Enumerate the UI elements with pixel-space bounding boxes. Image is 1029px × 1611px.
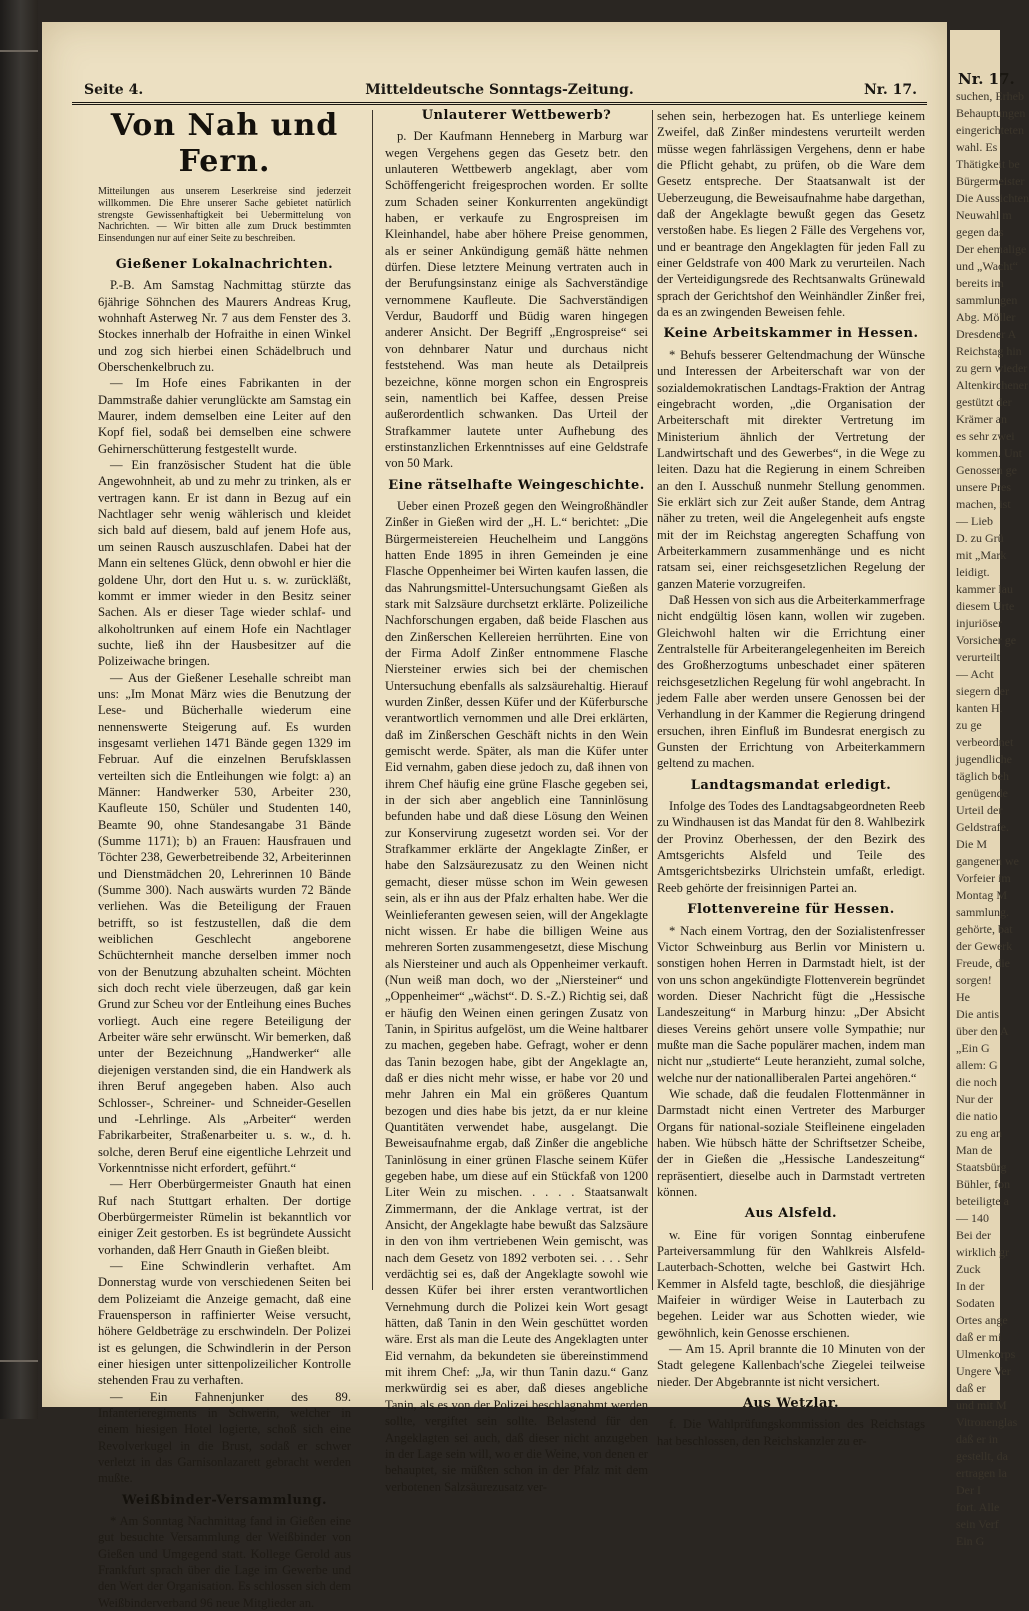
adjacent-page-fragment: die natio (956, 1109, 998, 1123)
adjacent-page-fragment: wahl. Es (956, 140, 998, 154)
adjacent-page-fragment: — Acht (956, 667, 994, 681)
adjacent-page-fragment: verurteilt (956, 650, 1000, 664)
adjacent-page-fragment: sein Verf (956, 1517, 999, 1531)
adjacent-page-fragment: gegen das (956, 225, 1004, 239)
adjacent-page-fragment: eingerichteten (956, 123, 1024, 137)
adjacent-page-fragment: Die M (956, 837, 987, 851)
adjacent-page-fragment: täglich beh (956, 769, 1009, 783)
adjacent-page-fragment: Vorfeier im (956, 871, 1011, 885)
adjacent-page-fragment: und mit M (956, 1398, 1007, 1412)
adjacent-page-fragment: Altenkirchener (956, 378, 1028, 392)
adjacent-page-fragment: Sodaten (956, 1296, 995, 1310)
adjacent-page-fragment: Vitronenglas (956, 1415, 1018, 1429)
article-paragraph: sehen sein, herbezogen hat. Es unterliege keinem Zweifel, daß Zinßer mindestens verurteilt werden müsse wegen fahrlässigen Vergehens, denn er habe die Pflicht gehabt, zu prüfen, ob die Ware dem Gesetz entspreche. Der Staatsanwalt ist der Ueberzeugung, die Beweisaufnahme habe dargethan, daß der Angeklagte bewußt gegen das Gesetz verstoßen habe. Es liegen 2 Fälle des Vergehens vor, und er beantrage den Angeklagten für jeden Fall zu einer Geldstrafe von 400 Mark zu verurteilen. Nach der Verteidigungsrede des Rechtsanwalts Grünewald sprach der Gerichtshof den Weinhändler Zinßer frei, da es an zwingenden Beweisen fehle. (657, 109, 925, 320)
adjacent-page-fragment: zu ge (956, 718, 982, 732)
article-paragraph: Daß Hessen von sich aus die Arbeiterkammerfrage nicht endgültig lösen kann, wollen wir zugeben. Gleichwohl halten wir die Errichtung einer Zentralstelle für Arbeiterangelegenheiten im Bereich des Großherzogtums unbeschadet einer späteren reichsgesetzlichen Regelung für wohl angebracht. In jedem Falle aber werden unsere Genossen bei der Verhandlung in der Kammer die Regierung dringend ersuchen, ihren Einfluß im Bundesrat energisch zu Gunsten der Errichtung von Arbeiterkammern geltend zu machen. (657, 592, 925, 771)
column-1 (98, 108, 351, 1610)
adjacent-page-fragment: jugendliche (956, 752, 1012, 766)
article-paragraph: — Herr Oberbürgermeister Gnauth hat einen Ruf nach Stuttgart erhalten. Der dortige Oberbürgermeister Rümelin ist bekanntlich vor einiger Zeit gestorben. Es ist begründete Aussicht vorhanden, daß Herr Gnauth in Gießen bleibt. (98, 1177, 351, 1257)
adjacent-page-fragment: gestützt der (956, 395, 1012, 409)
adjacent-page-fragment: „Ein G (956, 1041, 990, 1055)
adjacent-page-fragment: gangenen we (956, 854, 1019, 868)
adjacent-page-fragment: Freude, die (956, 956, 1010, 970)
adjacent-page-fragment: Die antis (956, 1007, 999, 1021)
article-paragraph: — Ein Fahnenjunker des 89. Infanterieregiments in Schwerin, welcher in einem hiesigen Hotel logierte, schoß sich eine Revolverkugel in die Brust, sodaß er schwer verletzt in das Garnisonlazarett gebracht werden mußte. (98, 1389, 351, 1486)
article-paragraph: P.-B. Am Samstag Nachmittag stürzte das 6jährige Söhnchen des Maurers Andreas Krug, wohnhaft Asterweg Nr. 7 aus dem Fenster des 3. Stockes innerhalb der Hofraithe in einen Winkel und zog sich hierbei einen Schädelbruch und Oberschenkelbruch zu. (98, 278, 351, 375)
adjacent-page-fragment: D. zu Grü (956, 531, 1004, 545)
column-3 (657, 108, 925, 1448)
adjacent-page-fragment: genügende (956, 786, 1008, 800)
article-paragraph: f. Die Wahlprüfungskommission des Reichstags hat beschlossen, den Reichskanzler zu er- (657, 1417, 925, 1448)
adjacent-page-fragment: zu eng an (956, 1126, 1002, 1140)
adjacent-page-fragment: und „Wacht“ (956, 259, 1019, 273)
heading-flottenvereine: Flottenvereine für Hessen. (687, 902, 895, 918)
adjacent-page-fragment: über den A (956, 1024, 1009, 1038)
adjacent-page-fragment: daß er (956, 1381, 986, 1395)
adjacent-page-fragment: Bürgermeister (956, 174, 1025, 188)
adjacent-page-fragment: — Lieb (956, 514, 993, 528)
adjacent-page-fragment: Ortes ange (956, 1313, 1008, 1327)
spine-band (0, 1360, 38, 1362)
adjacent-page-fragment: Der ehemalige (956, 242, 1027, 256)
adjacent-page-fragment: — 140 (956, 1211, 989, 1225)
adjacent-page-fragment: Reichstag hin (956, 344, 1022, 358)
adjacent-page-fragment: machen, ist (956, 497, 1011, 511)
heading-arbeitskammer: Keine Arbeitskammer in Hessen. (663, 326, 919, 342)
article-paragraph: — Am 15. April brannte die 10 Minuten von der Stadt gelegene Kallenbach'sche Ziegelei teilweise nieder. Der Abgebrannte ist nicht versichert. (657, 1342, 925, 1389)
adjacent-page-fragment: Der I (956, 1483, 981, 1497)
adjacent-page-fragment: siegern der (956, 684, 1009, 698)
adjacent-page-fragment: daß er in (956, 1432, 998, 1446)
article-paragraph: * Am Sonntag Nachmittag fand in Gießen eine gut besuchte Versammlung der Weißbinder von Gießen und Umgegend statt. Kollege Gerold aus Frankfurt sprach über die Lage im Gewerbe und den Wert der Organisation. Es schlossen sich dem Weißbinderverband 96 neue Mitglieder an. (98, 1514, 351, 1610)
adjacent-page-fragment: sammlungen (956, 293, 1018, 307)
adjacent-page-fragment: kanten H. (956, 701, 1003, 715)
adjacent-page-fragment: kammer lau (956, 582, 1013, 596)
adjacent-page-fragment: suchen, Erheb (956, 89, 1024, 103)
adjacent-page-fragment: gestellt, da (956, 1449, 1008, 1463)
article-paragraph: — Aus der Gießener Lesehalle schreibt man uns: „Im Monat März wies die Benutzung der Lese- und Bücherhalle wiederum eine nennenswerte Steigerung auf. Es wurden insgesamt verliehen 1471 Bände gegen 1329 im Februar. Auf die einzelnen Berufsklassen verteilten sich die Entleihungen wie folgt: a) an Männer: Handwerker 530, Arbeiter 230, Kaufleute 150, Schüler und Studenten 140, Beamte 90, ohne Standesangabe 31 Bände (Summe 1171); b) an Frauen: Hausfrauen und Töchter 238, Gewerbetreibende 32, Arbeiterinnen und Dienstmädchen 20, Lehrerinnen 10 Bände (Summe 300). Nach auswärts wurden 72 Bände verliehen. Was die Beteiligung der Frauen betrifft, so ist festzustellen, daß die dem weiblichen Geschlecht angeborene Schüchternheit manche derselben immer noch von der Benutzung abzuhalten scheint. Möchten sich doch recht viele überzeugen, daß gar kein Grund zur Scheu vor der Entleihung eines Buches vorliegt. Auch eine regere Beteiligung der Arbeiter wäre sehr erwünscht. Wir bemerken, daß unter der Bezeichnung „Handwerker“ alle diejenigen verstanden sind, die ein Handwerk als ihren Beruf angegeben haben. Also auch Schlosser-, Schreiner- und Schneider-Gesellen und -Lehrlinge. Als „Arbeiter“ werden Fabrikarbeiter, Straßenarbeiter u. s. w., d. h. solche, deren Beruf eine eigentliche Lehrzeit und Vorkenntnisse nicht erfordert, geführt.“ (98, 670, 351, 1175)
adjacent-page-fragment: Man de (956, 1143, 993, 1157)
heading-lokalnachrichten: Gießener Lokalnachrichten. (115, 256, 334, 272)
adjacent-page-fragment: Dresdener A (956, 327, 1017, 341)
page-number: Seite 4. (84, 82, 144, 98)
adjacent-page-fragment: Staatsbürg (956, 1160, 1007, 1174)
adjacent-page-fragment: Neuwahl m (956, 208, 1012, 222)
article-paragraph: * Behufs besserer Geltendmachung der Wünsche und Interessen der Arbeiterschaft war von der sozialdemokratischen Landtags-Fraktion der Antrag eingebracht worden, „die Organisation der Arbeiterschaft mit direkter Vertretung im Ministerium ähnlich der Vertretung der Landwirtschaft und des Gewerbes“, in die Wege zu leiten. Dazu hat die Regierung in einem Schreiben an den I. Ausschuß nunmehr Stellung genommen. Sie erklärt sich zur Zeit außer Stande, dem Antrag näher zu treten, weil die Angelegenheit aufs engste mit der im Reichstag angeregten Schaffung von Arbeiterkammern zusammenhänge und es nicht ratsam sei, einer reichsgesetzlichen Regelung der ganzen Materie vorzugreifen. (657, 347, 925, 591)
adjacent-page-fragment: Zuck (956, 1262, 981, 1276)
adjacent-page-fragment: He (956, 990, 970, 1004)
adjacent-page-fragments (950, 88, 1029, 1550)
adjacent-page-fragment: Abg. Möller (956, 310, 1016, 324)
adjacent-page-edge (950, 30, 1029, 1548)
adjacent-page-fragment: kommen. Unt (956, 446, 1022, 460)
adjacent-page-fragment: Behauptungen (956, 106, 1026, 120)
adjacent-page-fragment: Die Aussichten (956, 191, 1029, 205)
heading-aus-wetzlar: Aus Wetzlar. (742, 1396, 840, 1412)
column-2 (385, 108, 648, 1494)
adjacent-page-header: Nr. 17. (958, 70, 1015, 88)
newspaper-title: Mitteldeutsche Sonntags-Zeitung. (365, 82, 634, 98)
adjacent-page-fragment: Montag M (956, 888, 1007, 902)
adjacent-page-fragment: daß er mi (956, 1330, 1002, 1344)
adjacent-page-fragment: Bei der (956, 1228, 991, 1242)
adjacent-page-fragment: diesem Urte (956, 599, 1015, 613)
adjacent-page-fragment: die noch (956, 1075, 997, 1089)
adjacent-page-fragment: Nur der (956, 1092, 993, 1106)
adjacent-page-fragment: bereits im (956, 276, 1004, 290)
article-paragraph: Wie schade, daß die feudalen Flottenmänner in Darmstadt nicht einen Vertreter des Marburger Organs für national-soziale Steifleinene eingeladen haben. Wie hübsch hätte der Schriftsetzer Scheibe, der in Gießen die „Hessische Landeszeitung“ repräsentiert, dieselbe auch in Darmstadt vertreten können. (657, 1086, 925, 1199)
adjacent-page-fragment: In der (956, 1279, 985, 1293)
heading-weissbinder: Weißbinder-Versammlung. (122, 1492, 327, 1508)
section-title-von-nah-und-fern: Von Nah und Fern. (110, 108, 339, 179)
heading-weingeschichte: Eine rätselhafte Weingeschichte. (388, 477, 645, 493)
article-paragraph: — Eine Schwindlerin verhaftet. Am Donnerstag wurde von verschiedenen Seiten bei dem Polizeiamt die Anzeige gemacht, daß eine Frauensperson in raffinierter Weise versucht, höhere Geldbeträge zu erschwindeln. Der Polizei ist es gelungen, die Schwindlerin in der Person einer hiesigen unter sittenpolizeilicher Kontrolle stehenden Frau zu verhaften. (98, 1258, 351, 1388)
book-spine (0, 0, 38, 1419)
article-paragraph: * Nach einem Vortrag, den der Sozialistenfresser Victor Schweinburg aus Berlin vor Ministern u. sonstigen hohen Herren in Darmstadt hielt, ist der von uns schon angekündigte Flottenverein begründet worden. Dieser Nachricht fügt die „Hessische Landeszeitung“ in Marburg hinzu: „Der Absicht dieses Vereins gehört unsere volle Sympathie; nur mußte man die Sache populärer machen, indem man nicht nur „studierte“ Leute heranzieht, zumal solche, welche nur der nationalliberalen Partei angehören.“ (657, 923, 925, 1085)
article-paragraph: w. Eine für vorigen Sonntag einberufene Parteiversammlung für den Wahlkreis Alsfeld-Lauterbach-Schotten, welche bei Gastwirt Hch. Kemmer in Alsfeld tagte, beschloß, die diesjährige Maifeier in würdiger Weise in Lauterbach zu begehen. Leider war aus Schotten wieder, wie gewöhnlich, kein Genosse erschienen. (657, 1227, 925, 1340)
adjacent-page-fragment: wirklich gr (956, 1245, 1009, 1259)
adjacent-page-fragment: es sehr zwei (956, 429, 1015, 443)
adjacent-page-fragment: Thätigkeit be (956, 157, 1020, 171)
adjacent-page-fragment: beteiligte a (956, 1194, 1009, 1208)
page-header (72, 80, 927, 105)
adjacent-page-fragment: sammlung. (956, 905, 1009, 919)
adjacent-page-fragment: Geldstrafe. (956, 820, 1009, 834)
column-rule (372, 110, 373, 1290)
adjacent-page-fragment: zu gern wieder (956, 361, 1028, 375)
article-paragraph: p. Der Kaufmann Henneberg in Marburg war wegen Vergehens gegen das Gesetz betr. den unlauteren Wettbewerb angeklagt, aber vom Schöffengericht freigesprochen worden. Er sollte zum Schaden seiner Konkurrenten angekündigt haben, er verkaufe zu Engrospreisen im Kleinhandel, habe aber höhere Preise genommen, als er seiner Ankündigung gemäß hätte nehmen dürfen. Diese letztere Meinung vertraten auch in der Berufungsinstanz einige als Sachverständige vernommene Kaufleute. Die Sachverständigen Verdur, Baudorff und Büdig waren hingegen anderer Ansicht. Der Begriff „Engrospreise“ sei von dehnbarer Natur und durchaus nicht feststehend. Was man heute als Detailpreis bezeichne, könne morgen schon ein Engrospreis sein, namentlich bei Kaffee, dessen Preise außerordentlich schwanken. Das Urteil der Strafkammer lautete unter Aufhebung des erstinstanzlichen Erkenntnisses auf eine Geldstrafe von 50 Mark. (385, 129, 648, 471)
article-paragraph: Ueber einen Prozeß gegen den Weingroßhändler Zinßer in Gießen wird der „H. L.“ berichtet: „Die Bürgermeistereien Heuchelheim und Langgöns hatten Ende 1895 in ihren Gemeinden je eine Flasche Oppenheimer bei Wirten kaufen lassen, die das Nahrungsmittel-Untersuchungsamt Gießen als stark mit Salzsäure durchsetzt erklärte. Polizeiliche Nachforschungen ergaben, daß beide Flaschen aus den Zinßerschen Kellereien herrührten. Eine von der Firma Adolf Zinßer entnommene Flasche Niersteiner erwies sich bei der chemischen Untersuchung ebenfalls als salzsäurehaltig. Hierauf wurden Zinßer, dessen Küfer und der Küferbursche verantwortlich vernommen und alle Drei erklärten, daß im Zinßerschen Geschäft nichts in den Wein gemischt werde. Später, als man die Küfer unter Eid vernahm, gaben diese jedoch zu, daß ihnen von ihrem Chef häufig eine grüne Flasche gegeben sei, in der sich aber angeblich eine Tanninlösung befunden habe und daß diese Lösung den Weinen zur Konservirung zugesetzt worden sei. Vor der Strafkammer erklärte der Angeklagte Zinßer, er habe den Salzsäurezusatz zu den Weinen nicht gemacht, dieser müsse schon im Wein gewesen sein, als er ihn aus der Pfalz erhalten habe. Wer die Weinlieferanten gewesen seien, will der Angeklagte nicht wissen. Er habe die billigen Weine aus mehreren Sorten zusammengesetzt, diese Mischung als Niersteiner und auch als Oppenheimer verkauft. (Nun weiß man doch, wo der „Niersteiner“ und „Oppenheimer“ „wächst“. D. S.-Z.) Richtig sei, daß er häufig den Weinen einen geringen Zusatz von Tanin, in Spiritus aufgelöst, um die Weine haltbarer zu machen, gegeben habe. Gefragt, woher er denn das Tanin bezogen habe, gibt der Angeklagte an, daß er dies nicht mehr wisse, er habe vor 20 und mehr Jahren ein Mal ein größeres Quantum bezogen und dies habe bis jetzt, da er nur kleine Quantitäten verwendet habe, ausgelangt. Die Beweisaufnahme ergab, daß Zinßer die angebliche Taninlösung in einer grünen Flasche seinem Küfer gegeben habe, um diese auf ein Stückfaß von 1200 Liter Wein zu mischen. . . . . Staatsanwalt Zimmermann, der die Anklage vertrat, ist der Ansicht, der Angeklagte habe bewußt das Salzsäure in den von ihm vertriebenen Wein gemischt, was nach dem Gesetz von 1892 verboten sei. . . . Sehr verdächtig sei es, daß der Angeklagte sowohl wie dessen Küfer bei ihrer ersten verantwortlichen Vernehmung durch die Polizei kein Wort gesagt hätten, daß Tanin in den Wein geschüttet worden wäre. Erst als man die Leute des Angeklagten unter Eid vernahm, da bekundeten sie übereinstimmend mit ihrem Chef: „Ja, wir thun Tanin dazu.“ Ganz merkwürdig sei es aber, daß dieses angebliche Tanin, als es von der Polizei beschlagnahmt werden sollte, vergiftet sein sollte. Belastend für den Angeklagten sei auch, daß dieser nicht anzugeben in der Lage sein will, wo er die Weine, von denen er behauptet, sie müßten schon in der Pfalz mit dem verbotenen Salzsäurezusatz ver- (385, 498, 648, 1494)
adjacent-page-fragment: Krämer an (956, 412, 1007, 426)
adjacent-page-fragment: Urteil der (956, 803, 1003, 817)
adjacent-page-fragment: der Gewerk (956, 939, 1013, 953)
heading-aus-alsfeld: Aus Alsfeld. (744, 1206, 838, 1222)
adjacent-page-fragment: verbeordnet (956, 735, 1014, 749)
adjacent-page-fragment: allem: G (956, 1058, 998, 1072)
article-paragraph: — Im Hofe eines Fabrikanten in der Dammstraße dahier verunglückte am Samstag ein Maurer, indem demselben eine Leiter auf den Kopf fiel, sodaß bei demselben eine schwere Gehirnerschütterung festgestellt wurde. (98, 376, 351, 456)
adjacent-page-fragment: gehörte, bat (956, 922, 1013, 936)
adjacent-page-fragment: fort. Alle (956, 1500, 1000, 1514)
adjacent-page-fragment: Genossen ge (956, 463, 1017, 477)
adjacent-page-fragment: mit „Mark (956, 548, 1007, 562)
issue-number: Nr. 17. (864, 82, 917, 98)
adjacent-page-fragment: Bühler, fon (956, 1177, 1011, 1191)
adjacent-page-fragment: unsere Pres (956, 480, 1011, 494)
spine-band (0, 50, 38, 52)
column-rule (652, 110, 653, 1290)
heading-landtagsmandat: Landtagsmandat erledigt. (690, 777, 892, 793)
article-paragraph: — Ein französischer Student hat die üble Angewohnheit, ab und zu mehr zu trinken, als er vertragen kann. Er ist dann in Bezug auf ein Nachtlager sehr wenig wählerisch und kleidet sich bald auf diesem, bald auf jenem Hofe aus, um seinen Rausch auszuschlafen. Dabei hat der Mann ein seltenes Glück, denn obwohl er hier die goldene Uhr, dort den Hut u. s. w. zurückläßt, kommt er immer wieder in den Besitz seiner Sachen. Als er dieser Tage wieder schlaf- und alkoholtrunken auf einem Hofe ein Nachtlager suchte, ließ ihn der Hausbesitzer auf die Polizeiwache bringen. (98, 458, 351, 669)
adjacent-page-fragment: Ein G (956, 1534, 985, 1548)
article-paragraph: Infolge des Todes des Landtagsabgeordneten Reeb zu Windhausen ist das Mandat für den 8. Wahlbezirk der Provinz Oberhessen, der den Bezirk des Amtsgerichts Alsfeld und Teile des Amtsgerichtsbezirks Ulrichstein umfaßt, erledigt. Reeb gehörte der freisinnigen Partei an. (657, 799, 925, 895)
adjacent-page-fragment: Vorsicher ge (956, 633, 1017, 647)
editorial-notice: Mitteilungen aus unserem Leserkreise sind jederzeit willkommen. Die Ehre unserer Sache gebietet natürlich strengste Gewissenhaftigkeit bei Uebermittelung von Nachrichten. — Wir bitten alle zum Druck bestimmten Einsendungen nur auf einer Seite zu beschreiben. (98, 186, 351, 245)
adjacent-page-fragment: Ungere Ver (956, 1364, 1011, 1378)
adjacent-page-fragment: ertragen la (956, 1466, 1007, 1480)
heading-unlauterer-wettbewerb: Unlauterer Wettbewerb? (421, 108, 612, 123)
adjacent-page-fragment: injuriöser (956, 616, 1002, 630)
adjacent-page-fragment: Ulmenkorps (956, 1347, 1016, 1361)
adjacent-page-fragment: leidigt. (956, 565, 990, 579)
adjacent-page-fragment: sorgen! (956, 973, 992, 987)
